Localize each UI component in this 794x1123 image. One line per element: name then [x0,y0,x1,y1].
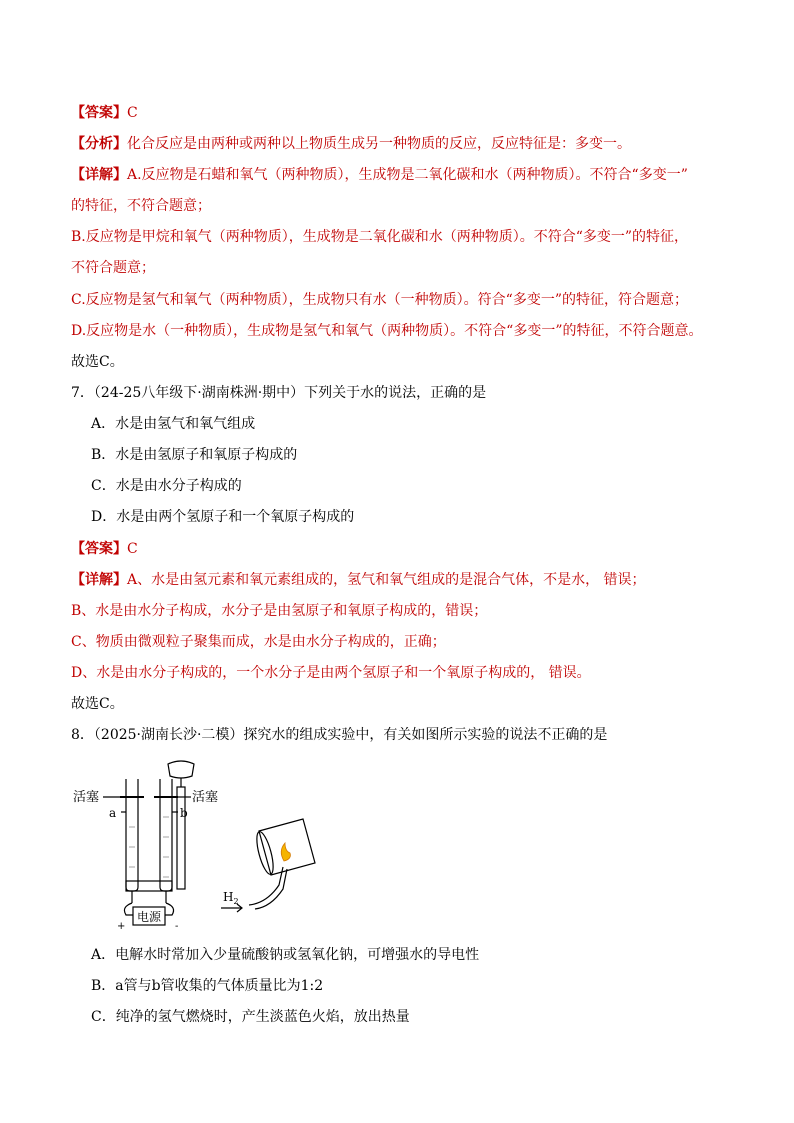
bottom-connector [126,881,172,891]
middle-tube [177,787,185,889]
q6-detail-line-4: 不符合题意； [71,260,155,276]
detail-text: A、水是由氢元素和氧元素组成的，氢气和氧气组成的是混合气体，不是水， 错误； [127,572,646,588]
q6-conclusion: 故选C。 [71,354,124,370]
q6-detail-line-3: B.反应物是甲烷和氧气（两种物质），生成物是二氧化碳和水（两种物质）。不符合“多变一”的特征， [71,229,689,245]
q6-detail-line-2: 的特征，不符合题意； [71,198,211,214]
right-tube [160,779,172,891]
answer-value: C [127,541,138,557]
detail-tag: 【详解】 [71,167,127,183]
q7-option-b: B．水是由氢原子和氧原子构成的 [91,447,298,463]
q7-option-c: C．水是由水分子构成的 [91,478,242,494]
right-valve-label: 活塞 [192,790,219,805]
q6-answer-line [71,103,138,123]
power-label: 电源 [137,910,162,924]
q8-option-a: A．电解水时常加入少量硫酸钠或氢氧化钠，可增强水的导电性 [91,947,480,963]
q7-detail-line-1 [71,570,646,590]
q8-option-c: C．纯净的氢气燃烧时，产生淡蓝色火焰，放出热量 [91,1009,410,1025]
q6-detail-line-5: C.反应物是氢气和氧气（两种物质），生成物只有水（一种物质）。符合“多变一”的特征，符合题意； [71,292,688,308]
beaker-icon [259,819,315,875]
electrolysis-diagram [71,757,341,932]
analysis-tag: 【分析】 [71,136,127,152]
left-tube [126,779,138,891]
detail-text: A.反应物是石蜡和氧气（两种物质），生成物是二氧化碳和水（两种物质）。不符合“多变一” [127,167,688,183]
answer-tag: 【答案】 [71,105,127,121]
q7-conclusion: 故选C。 [71,696,124,712]
q7-detail-line-3: C、物质由微观粒子聚集而成，水是由水分子构成的，正确； [71,634,446,650]
q7-answer-line [71,539,138,559]
left-valve-label: 活塞 [73,790,100,805]
q7-option-d: D．水是由两个氢原子和一个氧原子构成的 [91,509,355,525]
answer-value: C [127,105,138,121]
minus-label: - [175,921,179,932]
flame-icon [281,843,290,861]
answer-tag: 【答案】 [71,541,127,557]
tube-b-label: b [180,806,188,820]
q7-detail-line-4: D、水是由水分子构成的，一个水分子是由两个氢原子和一个氧原子构成的， 错误。 [71,665,591,681]
q6-detail-line-1 [71,165,688,185]
h2-label: $H_2$ [223,890,239,906]
tube-a-label: a [109,806,117,820]
detail-tag: 【详解】 [71,572,127,588]
q7-detail-line-2: B、水是由水分子构成，水分子是由氢原子和氧原子构成的，错误； [71,603,488,619]
q8-stem: 8．（2025·湖南长沙·二模）探究水的组成实验中，有关如图所示实验的说法不正确的是 [71,727,608,743]
analysis-text: 化合反应是由两种或两种以上物质生成另一种物质的反应，反应特征是：多变一。 [127,136,631,152]
q6-analysis-line [71,134,631,154]
q6-detail-line-6: D.反应物是水（一种物质），生成物是氢气和氧气（两种物质）。不符合“多变一”的特征，不符合题意。 [71,323,703,339]
plus-label: + [117,921,126,932]
q7-option-a: A．水是由氢气和氧气组成 [91,416,256,432]
reservoir-funnel [168,761,194,778]
q8-option-b: B．a管与b管收集的气体质量比为1:2 [91,978,324,994]
q7-stem: 7．（24-25八年级下·湖南株洲·期中）下列关于水的说法，正确的是 [71,385,487,401]
